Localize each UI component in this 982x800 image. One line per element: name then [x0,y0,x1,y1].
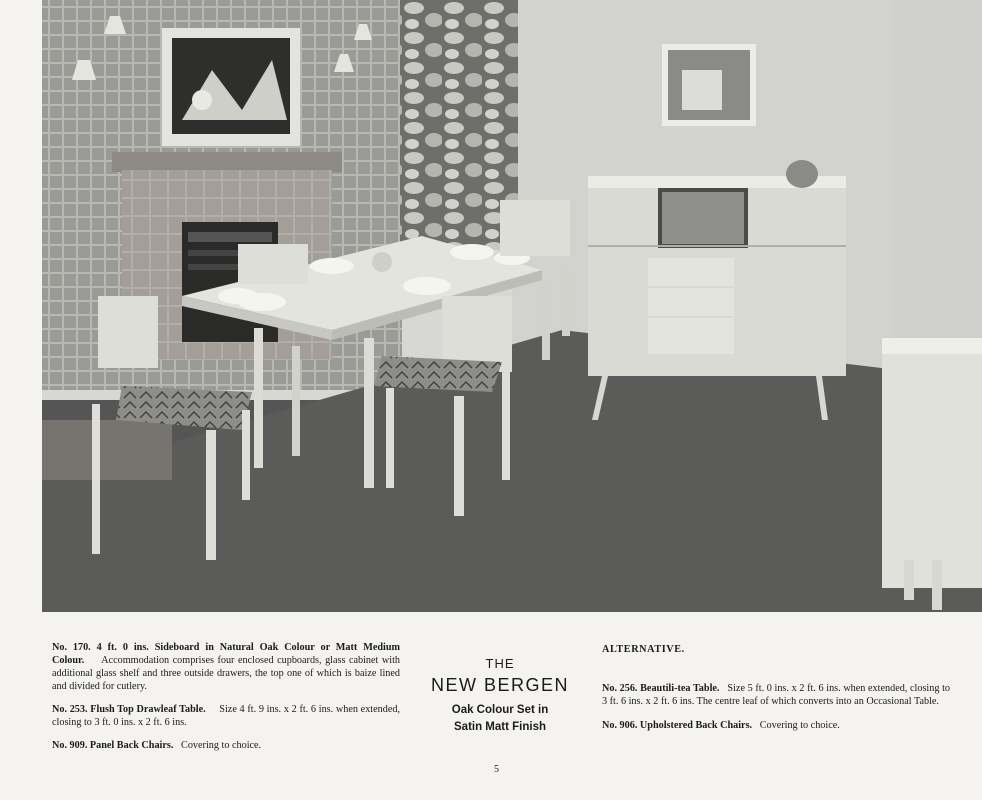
upholstered-chairs-description [602,719,950,732]
drawleaf-table-description [52,703,400,729]
sideboard-description [52,641,400,693]
set-title-block [420,656,580,736]
subtitle-line-1: Oak Colour Set in [451,704,549,716]
tea-table-description [602,682,950,708]
upholstered-chairs-label: No. 906. Upholstered Back Chairs. [602,720,753,731]
dining-room-photo [42,0,982,612]
title-the: THE [485,656,515,671]
drawleaf-table-label: No. 253. Flush Top Drawleaf Table. [52,704,206,715]
subtitle-line-2: Satin Matt Finish [454,721,546,733]
dining-room-illustration [42,0,982,612]
left-text-column [52,641,400,762]
sideboard-label: No. 170. 4 ft. 0 ins. Sideboard in Natural Oak Colour or Matt Medium Colour. [52,642,400,666]
panel-chairs-text: Covering to choice. [181,740,262,751]
sideboard-text: Accommodation comprises four enclosed cupboards, glass cabinet with additional glass shelf and three outside drawers, the top one of which is baize lined and divided for cutlery. [52,655,401,692]
tea-table-text: Size 5 ft. 0 ins. x 2 ft. 6 ins. when extended, closing to 3 ft. 6 ins. x 2 ft. 6 ins. The centre leaf of which converts into an Occasional Table. [602,683,951,707]
right-text-column [602,643,950,743]
panel-chairs-description [52,739,400,752]
panel-chairs-label: No. 909. Panel Back Chairs. [52,740,174,751]
tea-table-label: No. 256. Beautili-tea Table. [602,683,720,694]
upholstered-chairs-text: Covering to choice. [759,720,840,731]
drawleaf-table-text: Size 4 ft. 9 ins. x 2 ft. 6 ins. when extended, closing to 3 ft. 0 ins. x 2 ft. 6 ins. [52,704,400,728]
set-title: NEW BERGEN [430,675,569,695]
alternative-heading: ALTERNATIVE. [602,644,685,655]
page-number: 5 [494,764,499,775]
